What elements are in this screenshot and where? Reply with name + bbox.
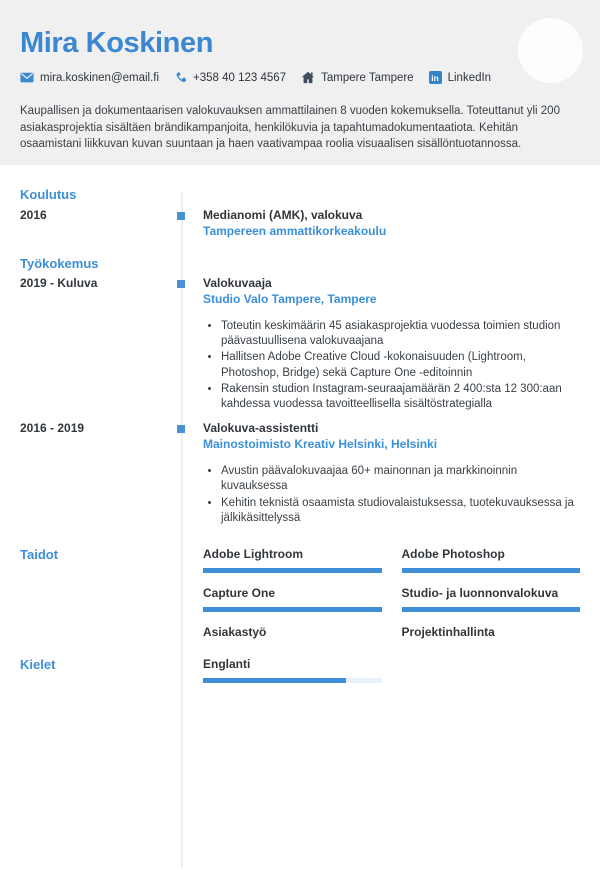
work-bullet-list: [203, 464, 580, 526]
profile-summary: Kaupallisen ja dokumentaarisen valokuvauksen ammattilainen 8 vuoden kokemuksella. Toteuttanut yli 200 asiakasprojektia sisältäen brändikampanjoita, henkilökuvia ja tapahtumadokumentaatiota. Kehitän osaamistani liikkuvan kuvan suuntaan ja haen vaativampaa roolia visuaalisen sisällöntuotannossa.: [20, 105, 560, 150]
language-bar: [203, 678, 382, 683]
education-school: Tampereen ammattikorkeakoulu: [203, 224, 387, 238]
language-label: Englanti: [203, 657, 251, 672]
skill-label: Asiakastyö: [203, 625, 267, 640]
education-entry: [0, 208, 600, 239]
contact-location-text: Tampere Tampere: [321, 71, 414, 84]
linkedin-icon: [429, 71, 442, 84]
skill-item: [203, 625, 382, 640]
work-bullet-list: [203, 319, 580, 412]
skills-section: [0, 547, 600, 653]
work-title: Valokuva-assistentti: [203, 421, 319, 436]
work-entry: [0, 421, 600, 527]
skill-bar: [402, 568, 581, 573]
skill-bar: [203, 607, 382, 612]
contact-row: [20, 71, 580, 84]
work-company: Mainostoimisto Kreativ Helsinki, Helsinki: [203, 437, 438, 452]
skills-grid: [203, 547, 580, 653]
skill-item: [402, 625, 581, 640]
skill-item: [203, 586, 382, 612]
skill-label: Projektinhallinta: [401, 625, 495, 640]
resume-body: [0, 187, 600, 870]
education-title: Medianomi (AMK), valokuva: [203, 208, 363, 222]
skill-bar: [203, 568, 382, 573]
timeline-marker-icon: [177, 425, 185, 433]
skill-item: [203, 547, 382, 573]
skill-label: Adobe Photoshop: [401, 547, 505, 562]
section-heading-languages: Kielet: [20, 657, 56, 673]
languages-section: [0, 657, 600, 696]
work-date: 2016 - 2019: [20, 421, 85, 436]
education-date: 2016: [20, 208, 47, 222]
contact-email[interactable]: [20, 72, 159, 84]
timeline-marker-icon: [177, 212, 185, 220]
section-heading-work: Työkokemus: [20, 256, 99, 271]
contact-linkedin-text: LinkedIn: [447, 71, 492, 84]
work-title: Valokuvaaja: [203, 276, 272, 290]
section-heading-education: Koulutus: [20, 187, 77, 202]
skill-bar: [402, 607, 581, 612]
timeline-marker-icon: [177, 280, 185, 288]
work-company: Studio Valo Tampere, Tampere: [203, 292, 377, 306]
work-bullet: • Rakensin studion Instagram-seuraajamäärän 2 400:sta 12 300:aan kahdessa vuodessa tavoitteellisella sisältöstrategialla: [221, 382, 580, 412]
contact-phone-text: +358 40 123 4567: [193, 71, 287, 84]
work-bullet: • Toteutin keskimäärin 45 asiakasprojektia vuodessa toimien studion päävastuullisena valokuvaajana: [221, 319, 580, 349]
home-icon: [301, 71, 315, 84]
work-bullet: • Kehitin teknistä osaamista studiovalaistuksessa, tuotekuvauksessa ja jälkikäsittelyssä: [221, 496, 580, 526]
avatar: [518, 18, 583, 83]
skill-label: Studio- ja luonnonvalokuva: [401, 586, 559, 601]
work-entry: [0, 276, 600, 413]
contact-location: [301, 71, 413, 84]
work-bullet: • Avustin päävalokuvaajaa 60+ mainonnan ja markkinoinnin kuvauksessa: [221, 464, 580, 494]
envelope-icon: [20, 72, 34, 83]
phone-icon: [174, 71, 187, 84]
section-heading-skills: Taidot: [20, 547, 59, 563]
contact-phone[interactable]: [174, 71, 286, 84]
skill-label: Adobe Lightroom: [203, 547, 303, 562]
work-date: 2019 - Kuluva: [20, 276, 98, 290]
resume-header: [0, 0, 600, 165]
svg-text:in: in: [430, 73, 439, 83]
skill-item: [402, 586, 581, 612]
contact-email-text: mira.koskinen@email.fi: [40, 71, 160, 84]
skill-label: Capture One: [203, 586, 276, 601]
contact-linkedin[interactable]: [429, 71, 491, 84]
skill-item: [402, 547, 581, 573]
work-bullet: • Hallitsen Adobe Creative Cloud -kokonaisuuden (Lightroom, Photoshop, Bridge) sekä Capture One -editoinnin: [221, 350, 580, 380]
language-item: [203, 657, 382, 683]
person-name: Mira Koskinen: [20, 27, 214, 59]
